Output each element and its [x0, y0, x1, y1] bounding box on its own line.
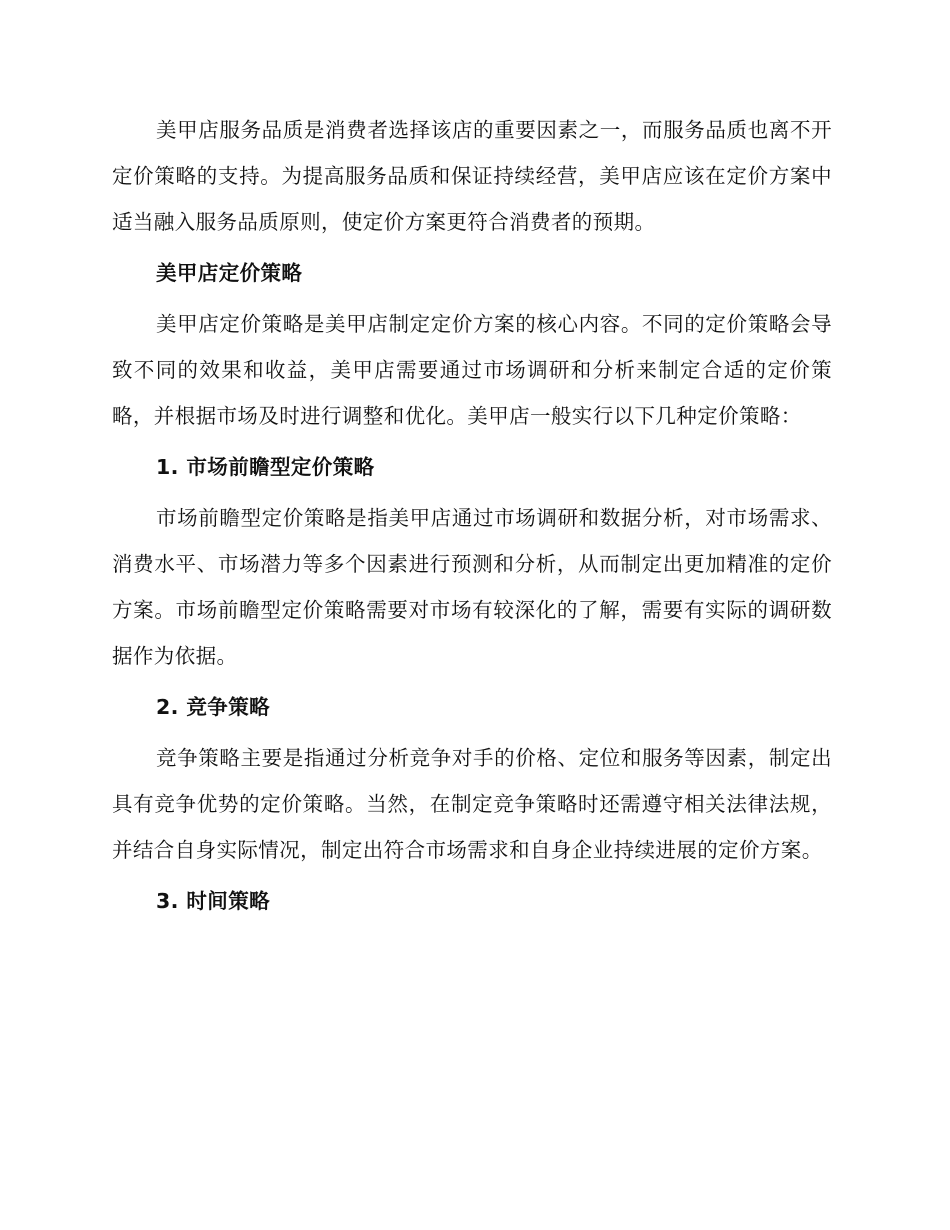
- heading-pricing-strategy: 美甲店定价策略: [156, 261, 303, 285]
- heading-time-strategy: 3. 时间策略: [156, 889, 270, 913]
- paragraph-pricing-strategy: 美甲店定价策略是美甲店制定定价方案的核心内容。不同的定价策略会导致不同的效果和收益，美甲店需要通过市场调研和分析来制定合适的定价策略，并根据市场及时进行调整和优化。美甲店一般实行以下几种定价策略：: [112, 312, 832, 428]
- paragraph-competition-strategy: 竞争策略主要是指通过分析竞争对手的价格、定位和服务等因素，制定出具有竞争优势的定价策略。当然，在制定竞争策略时还需遵守相关法律法规，并结合自身实际情况，制定出符合市场需求和自身企业持续进展的定价方案。: [112, 746, 832, 862]
- document-body: [112, 107, 832, 924]
- heading-forward-looking-strategy: 1. 市场前瞻型定价策略: [156, 455, 375, 479]
- paragraph-service-quality: 美甲店服务品质是消费者选择该店的重要因素之一，而服务品质也离不开定价策略的支持。为提高服务品质和保证持续经营，美甲店应该在定价方案中适当融入服务品质原则，使定价方案更符合消费者的预期。: [112, 118, 832, 234]
- heading-competition-strategy: 2. 竞争策略: [156, 695, 270, 719]
- paragraph-forward-looking-strategy: 市场前瞻型定价策略是指美甲店通过市场调研和数据分析，对市场需求、消费水平、市场潜力等多个因素进行预测和分析，从而制定出更加精准的定价方案。市场前瞻型定价策略需要对市场有较深化的了解，需要有实际的调研数据作为依据。: [112, 506, 832, 668]
